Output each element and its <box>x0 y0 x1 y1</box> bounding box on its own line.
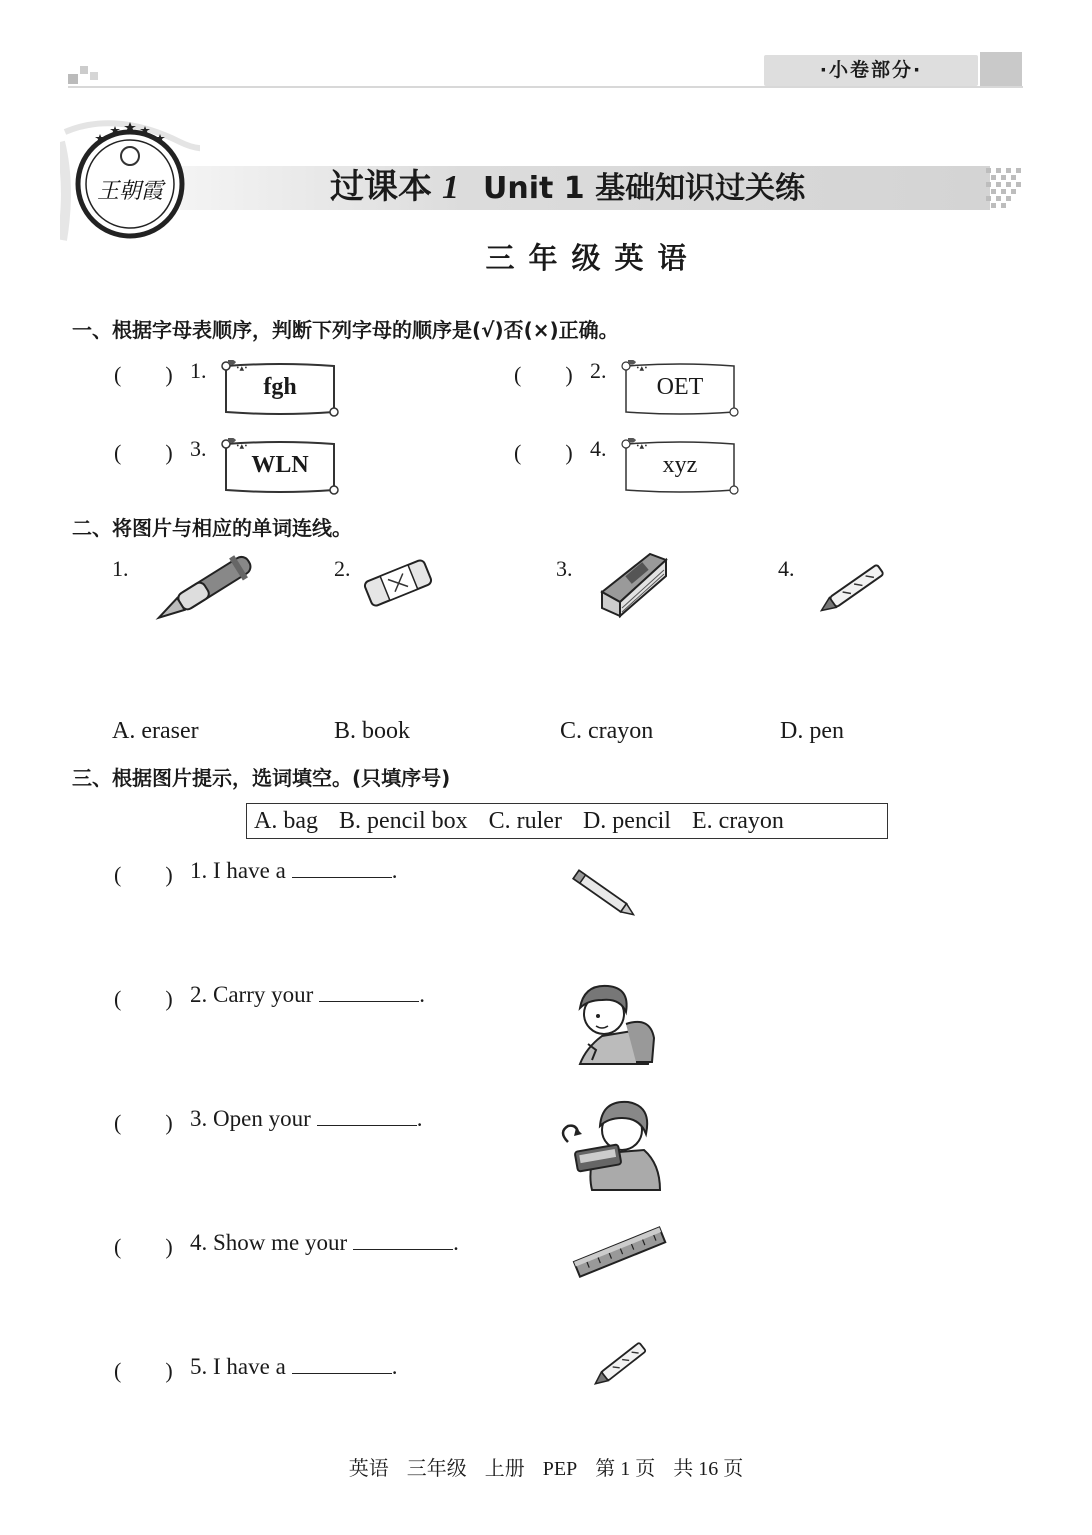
footer-volume: 上册 <box>484 1458 525 1480</box>
section3-heading: 三、根据图片提示，选词填空。(只填序号) <box>72 766 451 790</box>
letter-sequence: WLN <box>251 452 309 478</box>
picture-number: 1. <box>112 556 129 581</box>
question-line: 4. Show me your . <box>190 1230 459 1255</box>
letter-frame <box>620 438 740 496</box>
section-tag: ·小卷部分· <box>764 55 978 86</box>
question-line: 5. I have a . <box>190 1354 398 1379</box>
answer-paren-q4[interactable]: ( ) <box>114 1234 173 1259</box>
svg-text:•▲•: •▲• <box>636 443 648 450</box>
word-bank-box <box>246 803 888 839</box>
word-option-c: C. crayon <box>560 718 654 744</box>
crayon-icon <box>812 556 898 618</box>
page-subtitle: 三年级英语 <box>485 241 701 275</box>
answer-paren-2[interactable]: ( ) <box>514 362 573 387</box>
fill-blank[interactable] <box>353 1231 453 1250</box>
question-line: 2. Carry your . <box>190 982 426 1007</box>
picture-number: 4. <box>778 556 795 581</box>
question-line: 1. I have a . <box>190 858 398 883</box>
fill-blank[interactable] <box>292 859 392 878</box>
answer-paren-1[interactable]: ( ) <box>114 362 173 387</box>
eraser-icon <box>360 556 436 610</box>
page-footer <box>0 1452 1092 1481</box>
footer-total: 共 16 页 <box>673 1458 744 1480</box>
word-bank-option: C. ruler <box>488 808 562 834</box>
tag-end-block <box>980 52 1022 86</box>
band-dots-decoration <box>986 166 1026 210</box>
word-bank-option: A. bag <box>254 808 318 834</box>
letter-sequence: xyz <box>662 452 698 478</box>
fill-blank[interactable] <box>317 1107 417 1126</box>
pencil-icon <box>566 866 642 922</box>
boy-with-pencil-box-icon <box>548 1098 664 1192</box>
footer-grade: 三年级 <box>406 1458 467 1480</box>
word-bank-option: E. crayon <box>691 808 784 834</box>
fill-blank[interactable] <box>319 983 419 1002</box>
item-number: 2. <box>590 358 607 383</box>
question-line: 3. Open your . <box>190 1106 423 1131</box>
answer-paren-q3[interactable]: ( ) <box>114 1110 173 1135</box>
top-rule <box>68 86 1023 88</box>
title-number: 1 <box>442 169 459 206</box>
footer-edition: PEP <box>542 1458 578 1480</box>
answer-paren-3[interactable]: ( ) <box>114 440 173 465</box>
picture-number: 2. <box>334 556 351 581</box>
answer-paren-q2[interactable]: ( ) <box>114 986 173 1011</box>
answer-paren-q5[interactable]: ( ) <box>114 1358 173 1383</box>
svg-text:王朝霞: 王朝霞 <box>96 179 164 204</box>
letter-frame <box>220 438 340 496</box>
title-main: Unit 1 基础知识过关练 <box>483 171 806 206</box>
svg-text:•▲•: •▲• <box>636 365 648 372</box>
letter-sequence: OET <box>656 374 704 400</box>
item-number: 3. <box>190 436 207 461</box>
crayon-icon <box>586 1334 656 1392</box>
answer-paren-q1[interactable]: ( ) <box>114 862 173 887</box>
letter-frame <box>620 360 740 418</box>
picture-number: 3. <box>556 556 573 581</box>
footer-page: 第 1 页 <box>595 1458 656 1480</box>
svg-text:•▲•: •▲• <box>236 443 248 450</box>
word-option-d: D. pen <box>780 718 844 744</box>
corner-dots-decoration <box>68 64 108 86</box>
page-title <box>330 163 805 211</box>
item-number: 1. <box>190 358 207 383</box>
ruler-icon <box>570 1224 670 1282</box>
word-bank-option: D. pencil <box>582 808 671 834</box>
section2-heading: 二、将图片与相应的单词连线。 <box>72 516 352 540</box>
fountain-pen-icon <box>146 552 270 622</box>
brand-logo-icon <box>60 112 200 242</box>
book-icon <box>592 550 672 620</box>
word-bank-option: B. pencil box <box>338 808 468 834</box>
section1-heading: 一、根据字母表顺序，判断下列字母的顺序是(√)否(×)正确。 <box>72 318 619 342</box>
footer-subject: 英语 <box>348 1458 389 1480</box>
title-prefix: 过课本 <box>330 167 432 207</box>
word-option-b: B. book <box>334 718 411 744</box>
letter-frame <box>220 360 340 418</box>
svg-text:•▲•: •▲• <box>236 365 248 372</box>
answer-paren-4[interactable]: ( ) <box>514 440 573 465</box>
letter-sequence: fgh <box>263 374 297 400</box>
item-number: 4. <box>590 436 607 461</box>
word-option-a: A. eraser <box>112 718 199 744</box>
boy-with-bag-icon <box>566 978 658 1066</box>
fill-blank[interactable] <box>292 1355 392 1374</box>
